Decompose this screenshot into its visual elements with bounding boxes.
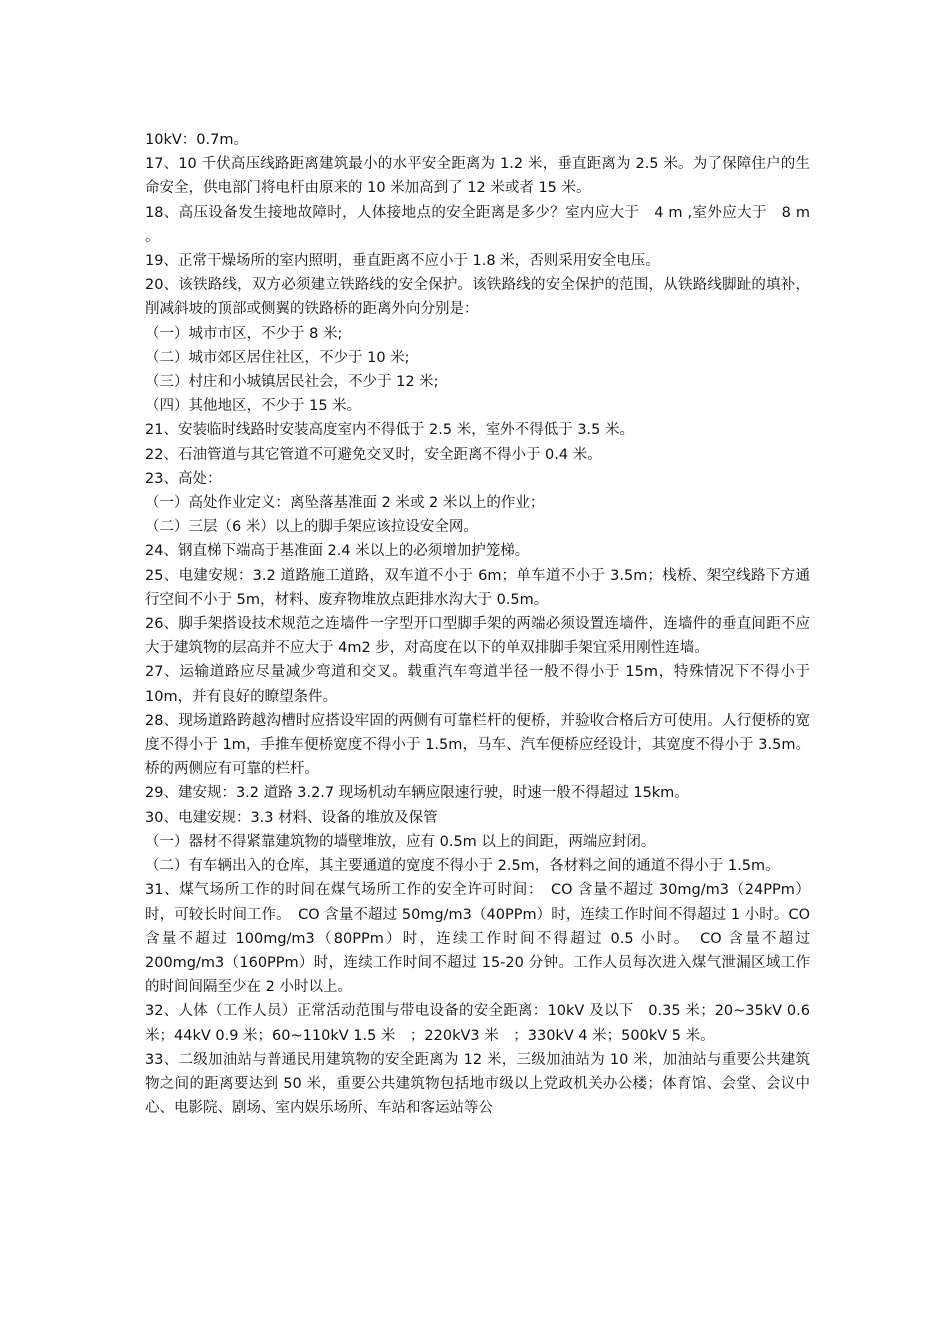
paragraph-14: （二）三层（6 米）以上的脚手架应该拉设安全网。 [145, 519, 478, 536]
paragraph-4: 19、正常干燥场所的室内照明，垂直距离不应小于 1.8 米，否则采用安全电压。 [145, 253, 660, 270]
paragraph-10: 21、安装临时线路时安装高度室内不得低于 2.5 米，室外不得低于 3.5 米。 [145, 422, 635, 439]
paragraph-23: （二）有车辆出入的仓库，其主要通道的宽度不得小于 2.5m，各材料之间的通道不得小于 1.5m。 [145, 858, 780, 875]
paragraph-12: 23、高处： [145, 470, 222, 487]
paragraph-24: 31、煤气场所工作的时间在煤气场所工作的安全许可时间： CO 含量不超过 30mg/m3（24PPm）时，可较长时间工作。 CO 含量不超过 50mg/m3（40PPm）时，连续工作时间不得超过 1 小时。CO 含量不超过 100mg/m3（80PPm）时，连续工作时间不得超过 0.5 小时。 CO 含量不超过 200mg/m3（160PPm）时，连续工作时间不超过 15-20 分钟。工作人员每次进入煤气泄漏区域工作的时间间隔至少在 2 小时以上。 [145, 882, 810, 996]
paragraph-15: 24、钢直梯下端高于基准面 2.4 米以上的必须增加护笼梯。 [145, 543, 530, 560]
paragraph-25: 32、人体（工作人员）正常活动范围与带电设备的安全距离：10kV 及以下 0.35 米；20~35kV 0.6 米；44kV 0.9 米；60~110kV 1.5 米 ；220kV3 米 ；330kV 4 米；500kV 5 米。 [145, 1003, 810, 1044]
paragraph-26: 33、二级加油站与普通民用建筑物的安全距离为 12 米，三级加油站为 10 米，加油站与重要公共建筑物之间的距离要达到 50 米，重要公共建筑物包括地市级以上党政机关办公楼；体育馆、会堂、会议中心、电影院、剧场、室内娱乐场所、车站和客运站等公 [145, 1051, 810, 1117]
paragraph-18: 27、运输道路应尽量减少弯道和交叉。载重汽车弯道半径一般不得小于 15m，特殊情况下不得小于 10m，并有良好的瞭望条件。 [145, 664, 810, 705]
paragraph-7: （二）城市郊区居住社区，不少于 10 米; [145, 349, 410, 366]
paragraph-22: （一）器材不得紧靠建筑物的墙壁堆放，应有 0.5m 以上的间距，两端应封闭。 [145, 833, 656, 850]
paragraph-3: 18、高压设备发生接地故障时，人体接地点的安全距离是多少？室内应大于 4 m ,室外应大于 8 m 。 [145, 204, 810, 245]
document-page [145, 128, 810, 1120]
paragraph-13: （一）高处作业定义：离坠落基准面 2 米或 2 米以上的作业； [145, 495, 545, 512]
paragraph-6: （一）城市市区，不少于 8 米; [145, 325, 343, 342]
paragraph-19: 28、现场道路跨越沟槽时应搭设牢固的两侧有可靠栏杆的便桥，并验收合格后方可使用。人行便桥的宽度不得小于 1m，手推车便桥宽度不得小于 1.5m，马车、汽车便桥应经设计，其宽度不得小于 3.5m。桥的两侧应有可靠的栏杆。 [145, 712, 810, 778]
paragraph-20: 29、建安规：3.2 道路 3.2.7 现场机动车辆应限速行驶，时速一般不得超过 15km。 [145, 785, 689, 802]
paragraph-9: （四）其他地区，不少于 15 米。 [145, 398, 362, 415]
paragraph-5: 20、该铁路线，双方必须建立铁路线的安全保护。该铁路线的安全保护的范围，从铁路线脚趾的填补，削减斜坡的顶部或侧翼的铁路桥的距离外向分别是： [145, 277, 810, 318]
paragraph-2: 17、10 千伏高压线路距离建筑最小的水平安全距离为 1.2 米，垂直距离为 2.5 米。为了保障住户的生命安全，供电部门将电杆由原来的 10 米加高到了 12 米或者 15 米。 [145, 156, 810, 197]
paragraph-16: 25、电建安规：3.2 道路施工道路，双车道不小于 6m；单车道不小于 3.5m；栈桥、架空线路下方通行空间不小于 5m，材料、废弃物堆放点距排水沟大于 0.5m。 [145, 567, 810, 608]
paragraph-21: 30、电建安规：3.3 材料、设备的堆放及保管 [145, 809, 438, 826]
paragraph-8: （三）村庄和小城镇居民社会，不少于 12 米; [145, 374, 439, 391]
paragraph-17: 26、脚手架搭设技术规范之连墙件一字型开口型脚手架的两端必须设置连墙件，连墙件的垂直间距不应大于建筑物的层高并不应大于 4m2 步，对高度在以下的单双排脚手架宜采用刚性连墙。 [145, 616, 810, 657]
paragraph-11: 22、石油管道与其它管道不可避免交叉时，安全距离不得小于 0.4 米。 [145, 446, 602, 463]
paragraph-1: 10kV：0.7m。 [145, 132, 248, 148]
